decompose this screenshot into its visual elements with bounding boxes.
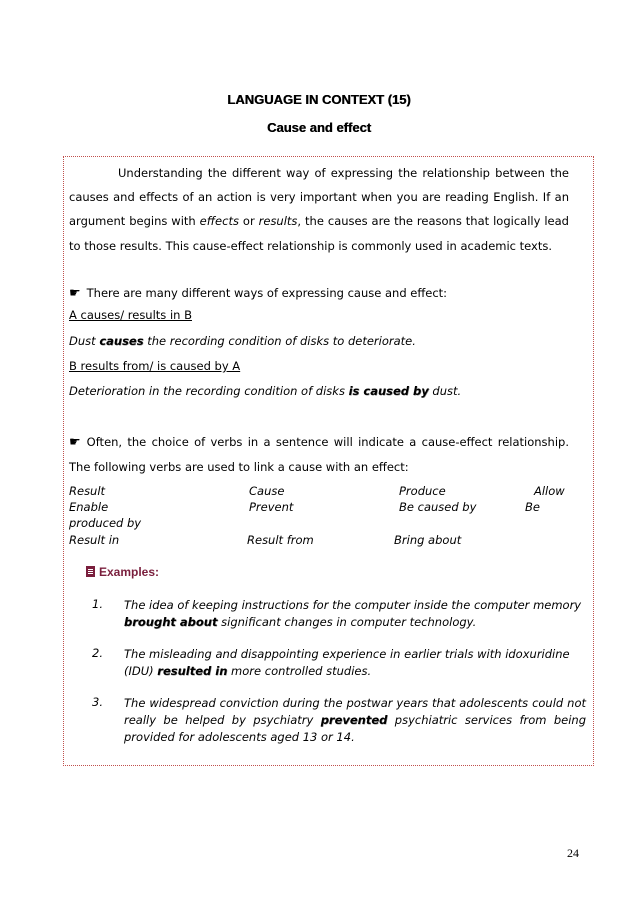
- intro-line-3: argument begins with effects or results, the causes are the reasons that logically lead: [69, 214, 569, 228]
- bullet-1: ☛ There are many different ways of expressing cause and effect:: [69, 286, 448, 301]
- pointing-hand-icon: ☛: [69, 435, 81, 450]
- page-number: 24: [567, 846, 579, 860]
- example-3-line-3: provided for adolescents aged 13 or 14.: [124, 730, 355, 744]
- examples-heading: Examples:: [86, 565, 159, 579]
- bullet-2-line-2: The following verbs are used to link a cause with an effect:: [69, 460, 409, 474]
- verb-result: Result: [69, 484, 106, 498]
- example-number-2: 2.: [92, 646, 103, 660]
- verb-result-from: Result from: [247, 533, 314, 547]
- example-1-line-1: The idea of keeping instructions for the computer inside the computer memory: [124, 598, 582, 612]
- page-subtitle: Cause and effect: [266, 120, 372, 135]
- example-1-line-2: brought about significant changes in computer technology.: [124, 615, 477, 629]
- verb-be: Be: [525, 500, 540, 514]
- bullet-2-line-1: ☛ Often, the choice of verbs in a sentence will indicate a cause-effect relationship.: [69, 435, 569, 450]
- verb-allow: Allow: [534, 484, 565, 498]
- verb-enable: Enable: [69, 500, 109, 514]
- verb-produce: Produce: [399, 484, 446, 498]
- example-2-line-2: (IDU) resulted in more controlled studies.: [124, 664, 372, 678]
- page-title: LANGUAGE IN CONTEXT (15): [227, 92, 411, 107]
- verb-cause: Cause: [249, 484, 285, 498]
- verb-bring-about: Bring about: [394, 533, 462, 547]
- pattern-2: B results from/ is caused by A: [69, 359, 241, 373]
- pointing-hand-icon: ☛: [69, 286, 81, 301]
- example-sentence-2: Deterioration in the recording condition of disks is caused by dust.: [69, 384, 462, 398]
- verb-produced-by: produced by: [69, 516, 142, 530]
- example-number-3: 3.: [92, 695, 103, 709]
- example-sentence-1: Dust causes the recording condition of disks to deteriorate.: [69, 334, 416, 348]
- example-3-line-2: really be helped by psychiatry prevented psychiatric services from being: [124, 713, 587, 727]
- verb-result-in: Result in: [69, 533, 120, 547]
- verb-be-caused-by: Be caused by: [399, 500, 477, 514]
- pattern-1: A causes/ results in B: [69, 308, 192, 322]
- document-icon: [86, 566, 95, 577]
- example-3-line-1: The widespread conviction during the postwar years that adolescents could not: [124, 696, 586, 710]
- intro-line-1: Understanding the different way of expressing the relationship between the: [118, 166, 569, 180]
- example-number-1: 1.: [92, 597, 103, 611]
- intro-line-2: causes and effects of an action is very important when you are reading English. If an: [69, 190, 569, 204]
- intro-line-4: to those results. This cause-effect relationship is commonly used in academic texts.: [69, 239, 552, 253]
- verb-prevent: Prevent: [249, 500, 294, 514]
- example-2-line-1: The misleading and disappointing experience in earlier trials with idoxuridine: [124, 647, 570, 661]
